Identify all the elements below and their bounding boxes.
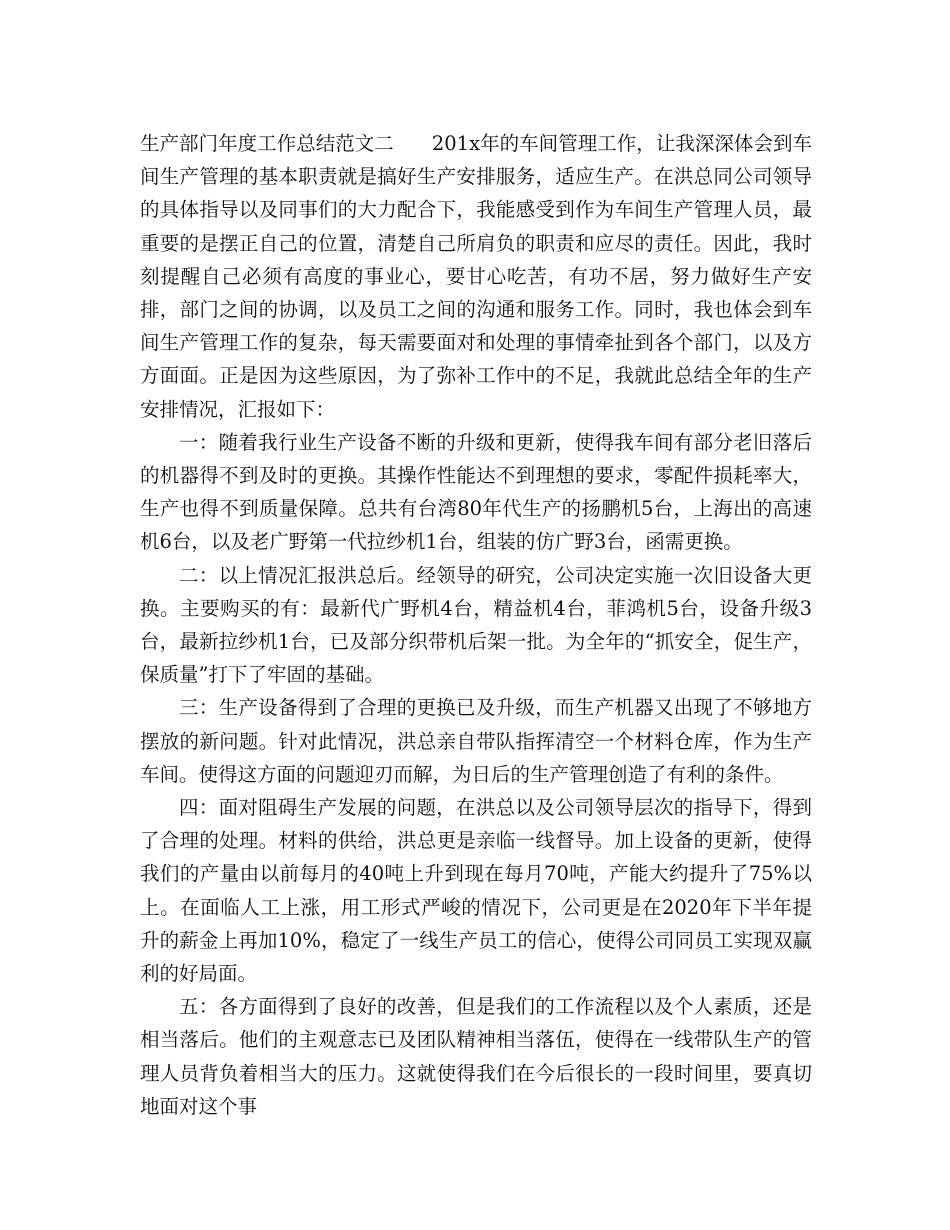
intro-text: 201x年的车间管理工作，让我深深体会到车间生产管理的基本职责就是搞好生产安排服务，适应生产。在洪总同公司领导的具体指导以及同事们的大力配合下，我能感受到作为车间生产管理人员，最重要的是摆正自己的位置，清楚自己所肩负的职责和应尽的责任。因此，我时刻提醒自己必须有高度的事业心，要甘心吃苦，有功不居，努力做好生产安排，部门之间的协调，以及员工之间的沟通和服务工作。同时，我也体会到车间生产管理工作的复杂，每天需要面对和处理的事情牵扯到各个部门，以及方方面面。正是因为这些原因，为了弥补工作中的不足，我就此总结全年的生产安排情况，汇报如下：: [140, 132, 812, 421]
paragraph-2: 二：以上情况汇报洪总后。经领导的研究，公司决定实施一次旧设备大更换。主要购买的有：最新代广野机4台，精益机4台，菲鸿机5台，设备升级3台，最新拉纱机1台，已及部分织带机后架一批。为全年的“抓安全，促生产，保质量”打下了牢固的基础。: [140, 563, 812, 687]
paragraph-5: 五：各方面得到了良好的改善，但是我们的工作流程以及个人素质，还是相当落后。他们的主观意志已及团队精神相当落伍，使得在一线带队生产的管理人员背负着相当大的压力。这就使得我们在今后很长的一段时间里，要真切地面对这个事: [140, 995, 812, 1118]
intro-paragraph: [140, 127, 812, 426]
document-title: 生产部门年度工作总结范文二: [140, 132, 394, 155]
paragraph-1: 一：随着我行业生产设备不断的升级和更新，使得我车间有部分老旧落后的机器得不到及时的更换。其操作性能达不到理想的要求，零配件损耗率大，生产也得不到质量保障。总共有台湾80年代生产的扬鹏机5台，上海出的高速机6台，以及老广野第一代拉纱机1台，组装的仿广野3台，函需更换。: [140, 430, 812, 554]
paragraph-4: 四：面对阻碍生产发展的问题，在洪总以及公司领导层次的指导下，得到了合理的处理。材料的供给，洪总更是亲临一线督导。加上设备的更新，使得我们的产量由以前每月的40吨上升到现在每月70吨，产能大约提升了75%以上。在面临人工上涨，用工形式严峻的情况下，公司更是在2020年下半年提升的薪金上再加10%，稳定了一线生产员工的信心，使得公司同员工实现双赢利的好局面。: [140, 796, 812, 986]
document-body: [140, 127, 812, 1123]
paragraph-3: 三：生产设备得到了合理的更换已及升级，而生产机器又出现了不够地方摆放的新问题。针对此情况，洪总亲自带队指挥清空一个材料仓库，作为生产车间。使得这方面的问题迎刃而解，为日后的生产管理创造了有利的条件。: [140, 696, 812, 786]
